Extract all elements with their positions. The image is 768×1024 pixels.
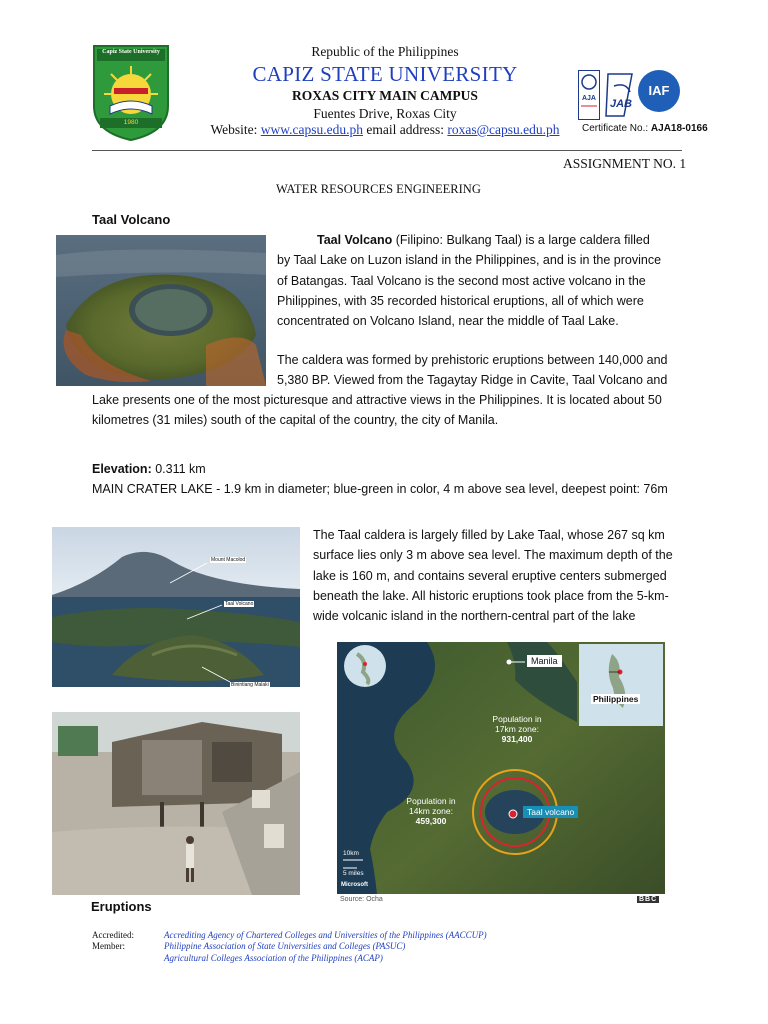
website-label: Website:: [210, 122, 258, 137]
logo-year: 1980: [123, 119, 139, 126]
contact-line: [190, 122, 580, 138]
label-binintiang-malaki: Binintiang Malaki: [231, 682, 269, 688]
campus-address: Fuentes Drive, Roxas City: [313, 106, 457, 121]
aja-text: AJA: [581, 95, 596, 102]
map-scale-km: 10km: [343, 850, 359, 857]
label-mount-macolod: Mount Macolod: [211, 557, 246, 563]
lake-line: The Taal caldera is largely filled by Lake Taal, whose 267 sq km: [313, 528, 665, 542]
caldera-line: 5,380 BP. Viewed from the Tagaytay Ridge in Cavite, Taal Volcano and: [277, 373, 668, 388]
caldera-line: kilometres (31 miles) south of the capital of the country, the city of Manila.: [92, 413, 499, 428]
crater-line: MAIN CRATER LAKE - 1.9 km in diameter; blue-green in color, 4 m above sea level, deepest point: 76m: [92, 482, 668, 497]
caldera-paragraph-top: [277, 350, 668, 391]
lake-line: wide volcanic island in the northern-central part of the lake: [313, 609, 636, 624]
map-label-philippines: Philippines: [593, 694, 639, 704]
elevation-value: 0.311 km: [151, 462, 206, 476]
email-label: email address:: [366, 122, 444, 137]
jab-text: JAB: [610, 98, 633, 110]
intro-line: Taal Volcano (Filipino: Bulkang Taal) is a large caldera filled: [317, 233, 650, 247]
footer-member-label: Member:: [92, 941, 125, 951]
intro-line: concentrated on Volcano Island, near the middle of Taal Lake.: [277, 314, 619, 329]
intro-line: by Taal Lake on Luzon island in the Philippines, and is in the province: [277, 253, 662, 268]
map-pop17-callout: [477, 714, 557, 744]
map-source: Source: Ocha: [340, 896, 383, 903]
elevation-label: Elevation:: [92, 462, 152, 476]
intro-paragraph: [277, 230, 661, 331]
certificate-line: [582, 123, 708, 134]
footer-aaccup[interactable]: Accrediting Agency of Chartered Colleges and Universities of the Philippines (AACCUP): [164, 930, 487, 940]
pop17-label-2: 17km zone:: [495, 724, 539, 734]
footer-acap[interactable]: Agricultural Colleges Association of the Philippines (ACAP): [164, 953, 383, 963]
map-pop14-callout: [391, 796, 471, 826]
footer-accredited-label: Accredited:: [92, 930, 134, 940]
email-link[interactable]: roxas@capsu.edu.ph: [447, 122, 560, 137]
caldera-line: Lake presents one of the most picturesque and attractive views in the Philippines. It is located about 50: [92, 393, 662, 407]
pop17-value: 931,400: [501, 734, 533, 744]
bbc-logo: BBC: [639, 896, 658, 903]
certificate-number: AJA18-0166: [650, 123, 708, 134]
map-label-manila: Manila: [527, 655, 562, 667]
republic-line: Republic of the Philippines: [311, 44, 459, 59]
campus-name: ROXAS CITY MAIN CAMPUS: [292, 88, 478, 103]
aja-logo: [578, 70, 600, 120]
iaf-text: IAF: [648, 83, 670, 98]
university-name: CAPIZ STATE UNIVERSITY: [252, 62, 518, 86]
elevation-line: [92, 459, 668, 479]
assignment-number: ASSIGNMENT NO. 1: [563, 156, 687, 171]
map-label-taal-volcano: Taal volcano: [523, 806, 578, 818]
jab-logo: [604, 70, 636, 120]
map-scale-miles: 5 miles: [343, 870, 364, 877]
university-logo: [92, 44, 170, 142]
map-microsoft-credit: Microsoft: [341, 882, 368, 888]
caldera-line: The caldera was formed by prehistoric eruptions between 140,000 and: [277, 353, 668, 367]
certificate-label: Certificate No.:: [582, 123, 649, 134]
taal-aerial-photo: [56, 235, 266, 386]
logo-text: Capiz State University: [102, 49, 160, 55]
damaged-house-photo: [52, 712, 300, 895]
caldera-paragraph-bottom: [92, 390, 662, 431]
pop14-label-1: Population in: [406, 796, 456, 806]
footer-pasuc[interactable]: Philippine Association of State Universities and Colleges (PASUC): [164, 941, 406, 951]
course-title: WATER RESOURCES ENGINEERING: [276, 182, 481, 196]
elevation-block: [92, 459, 668, 500]
header-divider: [92, 150, 682, 151]
label-taal-volcano: Taal Volcano: [225, 601, 254, 607]
section-heading-taal: Taal Volcano: [92, 212, 171, 227]
pop14-label-2: 14km zone:: [409, 806, 453, 816]
taal-lake-labeled-photo: [52, 527, 300, 701]
pop14-value: 459,300: [415, 816, 447, 826]
iaf-logo: [638, 70, 680, 112]
pop17-label-1: Population in: [492, 714, 542, 724]
taal-population-map: [337, 642, 665, 906]
lake-paragraph: [313, 525, 673, 626]
lake-line: surface lies only 3 m above sea level. The maximum depth of the: [313, 548, 673, 563]
intro-line: of Batangas. Taal Volcano is the second most active volcano in the: [277, 273, 646, 288]
lake-line: lake is 160 m, and contains several eruptive centers submerged: [313, 568, 667, 583]
website-link[interactable]: www.capsu.edu.ph: [260, 122, 363, 137]
lake-line: beneath the lake. All historic eruptions took place from the 5-km-: [313, 588, 669, 603]
intro-line: Philippines, with 35 recorded historical eruptions, all of which were: [277, 293, 644, 308]
section-heading-eruptions: Eruptions: [91, 899, 152, 914]
